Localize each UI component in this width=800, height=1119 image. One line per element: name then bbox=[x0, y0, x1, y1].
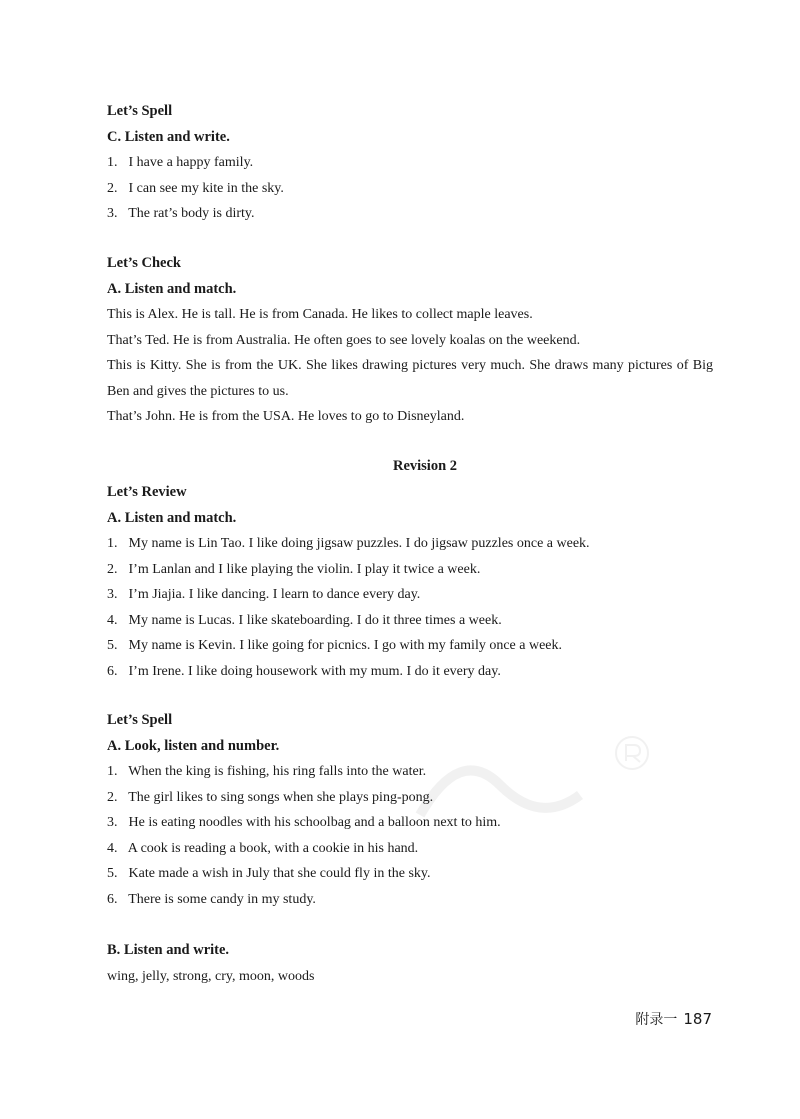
section-lets-review bbox=[107, 480, 713, 684]
list-item bbox=[107, 861, 713, 887]
item-number: 5. bbox=[107, 866, 118, 881]
item-number: 1. bbox=[107, 155, 118, 170]
paragraph-line: This is Alex. He is tall. He is from Canada. He likes to collect maple leaves. bbox=[107, 307, 533, 322]
item-text: My name is Kevin. I like going for picnics. I go with my family once a week. bbox=[128, 638, 563, 653]
paragraph-line: That’s Ted. He is from Australia. He often goes to see lovely koalas on the weekend. bbox=[107, 332, 581, 348]
item-text: I’m Irene. I like doing housework with my mum. I do it every day. bbox=[128, 663, 501, 679]
revision-title: Revision 2 bbox=[392, 458, 458, 474]
paragraph-line: This is Kitty. She is from the UK. She likes drawing pictures very much. She draws many pictures of Big Ben and gives the pictures to us. bbox=[107, 358, 713, 399]
item-number: 2. bbox=[107, 180, 118, 196]
item-text: He is eating noodles with his schoolbag and a balloon next to him. bbox=[128, 815, 501, 830]
exercise-title: C. Listen and write. bbox=[107, 128, 230, 145]
section-lets-spell-1 bbox=[107, 99, 713, 227]
item-text: I’m Lanlan and I like playing the violin. I play it twice a week. bbox=[128, 561, 481, 577]
section-heading: Let’s Check bbox=[107, 255, 181, 271]
item-number: 6. bbox=[107, 663, 118, 679]
item-number: 6. bbox=[107, 891, 118, 907]
item-text: A cook is reading a book, with a cookie in his hand. bbox=[127, 840, 419, 856]
section-heading: Let’s Spell bbox=[107, 712, 173, 728]
list-item bbox=[107, 150, 713, 176]
section-listen-and-write bbox=[107, 938, 713, 989]
item-text: The rat’s body is dirty. bbox=[128, 206, 255, 221]
item-number: 3. bbox=[107, 206, 118, 221]
exercise-title: A. Look, listen and number. bbox=[107, 737, 280, 754]
list-item bbox=[107, 582, 713, 608]
list-item bbox=[107, 201, 713, 227]
list-item bbox=[107, 176, 713, 202]
exercise-title: B. Listen and write. bbox=[107, 942, 230, 958]
word-list: wing, jelly, strong, cry, moon, woods bbox=[107, 968, 315, 984]
item-text: Kate made a wish in July that she could fly in the sky. bbox=[128, 866, 431, 881]
item-text: There is some candy in my study. bbox=[128, 891, 316, 907]
list-item bbox=[107, 608, 713, 634]
item-number: 1. bbox=[107, 536, 118, 551]
item-text: My name is Lucas. I like skateboarding. I do it three times a week. bbox=[128, 612, 502, 628]
page-footer bbox=[635, 1009, 712, 1029]
item-text: The girl likes to sing songs when she plays ping-pong. bbox=[128, 789, 434, 805]
item-number: 2. bbox=[107, 561, 118, 577]
item-number: 3. bbox=[107, 815, 118, 830]
item-text: I can see my kite in the sky. bbox=[128, 180, 284, 196]
list-item bbox=[107, 531, 713, 557]
section-heading: Let’s Spell bbox=[107, 103, 173, 119]
item-number: 4. bbox=[107, 840, 118, 856]
item-text: I have a happy family. bbox=[128, 155, 254, 170]
item-number: 4. bbox=[107, 612, 118, 628]
item-text: I’m Jiajia. I like dancing. I learn to dance every day. bbox=[128, 587, 421, 602]
page-number: 187 bbox=[683, 1010, 712, 1028]
section-lets-check bbox=[107, 251, 713, 430]
exercise-title: A. Listen and match. bbox=[107, 509, 237, 526]
item-number: 5. bbox=[107, 638, 118, 653]
item-text: My name is Lin Tao. I like doing jigsaw puzzles. I do jigsaw puzzles once a week. bbox=[128, 536, 590, 551]
list-item bbox=[107, 887, 713, 913]
item-number: 3. bbox=[107, 587, 118, 602]
appendix-label: 附录一 bbox=[635, 1012, 678, 1028]
list-item bbox=[107, 836, 713, 862]
list-item bbox=[107, 557, 713, 583]
list-item bbox=[107, 810, 713, 836]
paragraph-line: That’s John. He is from the USA. He loves to go to Disneyland. bbox=[107, 409, 465, 424]
list-item bbox=[107, 633, 713, 659]
section-heading: Let’s Review bbox=[107, 484, 187, 500]
item-number: 2. bbox=[107, 789, 118, 805]
exercise-title: A. Listen and match. bbox=[107, 280, 237, 297]
list-item bbox=[107, 759, 713, 785]
list-item bbox=[107, 659, 713, 685]
section-lets-spell-2 bbox=[107, 708, 713, 912]
list-item bbox=[107, 785, 713, 811]
item-text: When the king is fishing, his ring falls into the water. bbox=[128, 764, 427, 779]
item-number: 1. bbox=[107, 764, 118, 779]
